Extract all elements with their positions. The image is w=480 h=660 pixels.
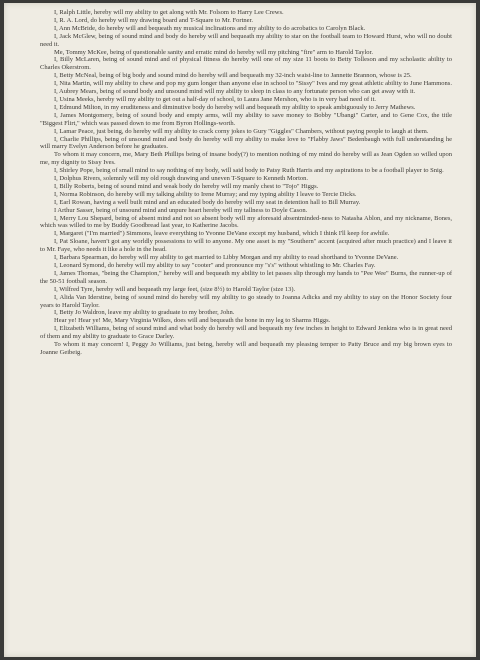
will-paragraph: To whom it may concern, me, Mary Beth Phillips being of insane body(?) to mention nothing of my mind do hereby will as Jean Ogden so willed upon me, my dignity to Sissy Ives. — [40, 151, 452, 167]
will-paragraph: I, Barbara Spearman, do hereby will my ability to get married to Libby Morgan and my ability to read shorthand to Yvonne DeVane. — [54, 254, 399, 262]
will-paragraph: I, Betty Jo Waldron, leave my ability to graduate to my brother, John. — [54, 309, 235, 317]
will-paragraph: I, Billy Roberts, being of sound mind and weak body do hereby will my manly chest to "Tojo" Higgs. — [54, 182, 319, 190]
will-paragraph: I, Pat Sloane, haven't got any worldly possessions to will to anyone. My one asset is my "Southern" accent (acquired after much practice) and I leave it to Mr. Faye, who needs it like a hole in the head. — [40, 238, 452, 254]
will-paragraph: Me, Tommy McKee, being of questionable sanity and erratic mind do hereby will my pitching "fire" arm to Harold Taylor. — [54, 48, 373, 56]
will-paragraph: I, Wilfred Tyre, hereby will and bequeath my large feet, (size 8½) to Harold Taylor (size 13). — [54, 285, 296, 293]
will-paragraph: I, Alida Van Iderstine, being of sound mind do hereby will my ability to go steady to Joanna Adicks and my ability to stay on the Honor Society four years to Harold Taylor. — [40, 293, 452, 309]
will-paragraph: I, Shirley Pope, being of small mind to say nothing of my body, will said body to Patsy Ruth Harris and my aspirations to be a football player to Snig. — [54, 167, 444, 175]
will-paragraph: I, Lamar Peace, just being, do hereby will my ability to crack corny jokes to Gury "Giggles" Chambers, without paying people to laugh at them. — [54, 127, 429, 135]
will-paragraph: To whom it may concern! I, Peggy Jo Williams, just being, hereby will and bequeath my pleasing temper to Patty Bruce and my big brown eyes to Joanne Geibeig. — [40, 341, 452, 356]
will-paragraph: I, James Thomas, "being the Champion," hereby will and bequeath my ability to let passes slip through my hands to "Pee Wee" Burns, the runner-up of the 50-51 football season. — [40, 269, 452, 285]
will-paragraph: I, Leonard Symond, do hereby will my ability to say "cooter" and pronounce my "s's" without whistling to Mr. Charles Fay. — [54, 262, 376, 269]
will-paragraph: I, Margaret ("I'm married") Simmons, leave everything to Yvonne DeVane except my husband, which I think I'll keep for awhile. — [54, 230, 390, 238]
will-paragraph: I, Earl Rowan, having a well built mind and an educated body do hereby will my seat in detention hall to Bill Murray. — [54, 198, 361, 206]
will-paragraph: I, Jack McGlew, being of sound mind and body do hereby will and bequeath my ability to star on the football team to Howard Hurst, who will no doubt need it. — [40, 32, 452, 48]
will-paragraph: I, Edmund Milton, in my eruditeness and diminutive body do hereby will and bequeath my ability to speak ambiguously to Jerry Mathews. — [54, 103, 416, 111]
will-paragraph: I, Norma Robinson, do hereby will my talking ability to Irene Murray; and my typing ability I leave to Tercie Dicks. — [54, 190, 357, 198]
will-text-body — [40, 9, 452, 357]
will-paragraph: I, R. A. Lord, do hereby will my drawing board and T-Square to Mr. Fortner. — [54, 16, 253, 24]
will-paragraph: I, Billy McLaren, being of sound mind and of physical fitness do hereby will one of my size 11 boots to Betty Tolleson and my scholastic ability to Charles Okerstrom. — [40, 56, 452, 72]
will-paragraph: I, Elizabeth Williams, being of sound mind and what body do hereby will and bequeath my few inches in height to Edward Jenkins who is in great need of them and my ability to graduate to Grace Darley. — [40, 325, 452, 341]
will-paragraph: I, Aubrey Mears, being of sound body and unsound mind will my ability to sleep in class to any fortunate person who can get away with it. — [54, 88, 416, 96]
document-page — [4, 3, 476, 657]
will-paragraph: I Arthur Sasser, being of unsound mind and unpure heart hereby will my tallness to Doyle Cason. — [54, 206, 308, 214]
will-paragraph: I, Dolphus Rivers, solemnly will my old rough drawing and uneven T-Square to Kenneth Morton. — [54, 175, 309, 183]
will-paragraph: I, Usina Meeks, hereby will my ability to get out a half-day of school, to Laura Jane Mershon, who is in very bad need of it. — [54, 95, 377, 103]
will-paragraph: I, Merry Lou Shepard, being of absent mind and not so absent body will my aforesaid absentminded-ness to Natasha Ablon, and my nickname, Bones, which was willed to me by Buddy Goodbread last year, to Katherine Jacobs. — [40, 214, 452, 230]
will-paragraph: Hear ye! Hear ye! Me, Mary Virginia Wilkes, does will and bequeath the bone in my leg to Sharms Higgs. — [54, 317, 331, 325]
will-paragraph: I, Ann McBride, do hereby will and bequeath my musical inclinations and my ability to do acrobatics to Carolyn Black. — [54, 24, 366, 32]
will-paragraph: I, Nita Martin, will my ability to chew and pop my gum longer than anyone else in school to "Sissy" Ives and my great athletic ability to June Hammons. — [54, 80, 452, 88]
will-paragraph: I, Betty McNeal, being of big body and sound mind do hereby will and bequeath my 32-inch waist-line to Jannette Brannon, whose is 25. — [54, 72, 412, 80]
will-paragraph: I, Ralph Little, hereby will my ability to get along with Mr. Folsom to Harry Lee Crews. — [54, 9, 284, 16]
will-paragraph: I, Charlie Phillips, being of unsound mind and body do hereby will my ability to make love to "Flabby Jaws" Bedenbaugh with full understanding he will marry Evelyn Anderson before he graduates. — [40, 135, 452, 151]
will-paragraph: I, James Montgomery, being of sound body and empty arms, will my ability to save money to Bobby "Ubangi" Carter, and to Gene Cox, the title "Biggest Flirt," which was passed down to me from Byron Hollings-worth. — [40, 111, 452, 127]
